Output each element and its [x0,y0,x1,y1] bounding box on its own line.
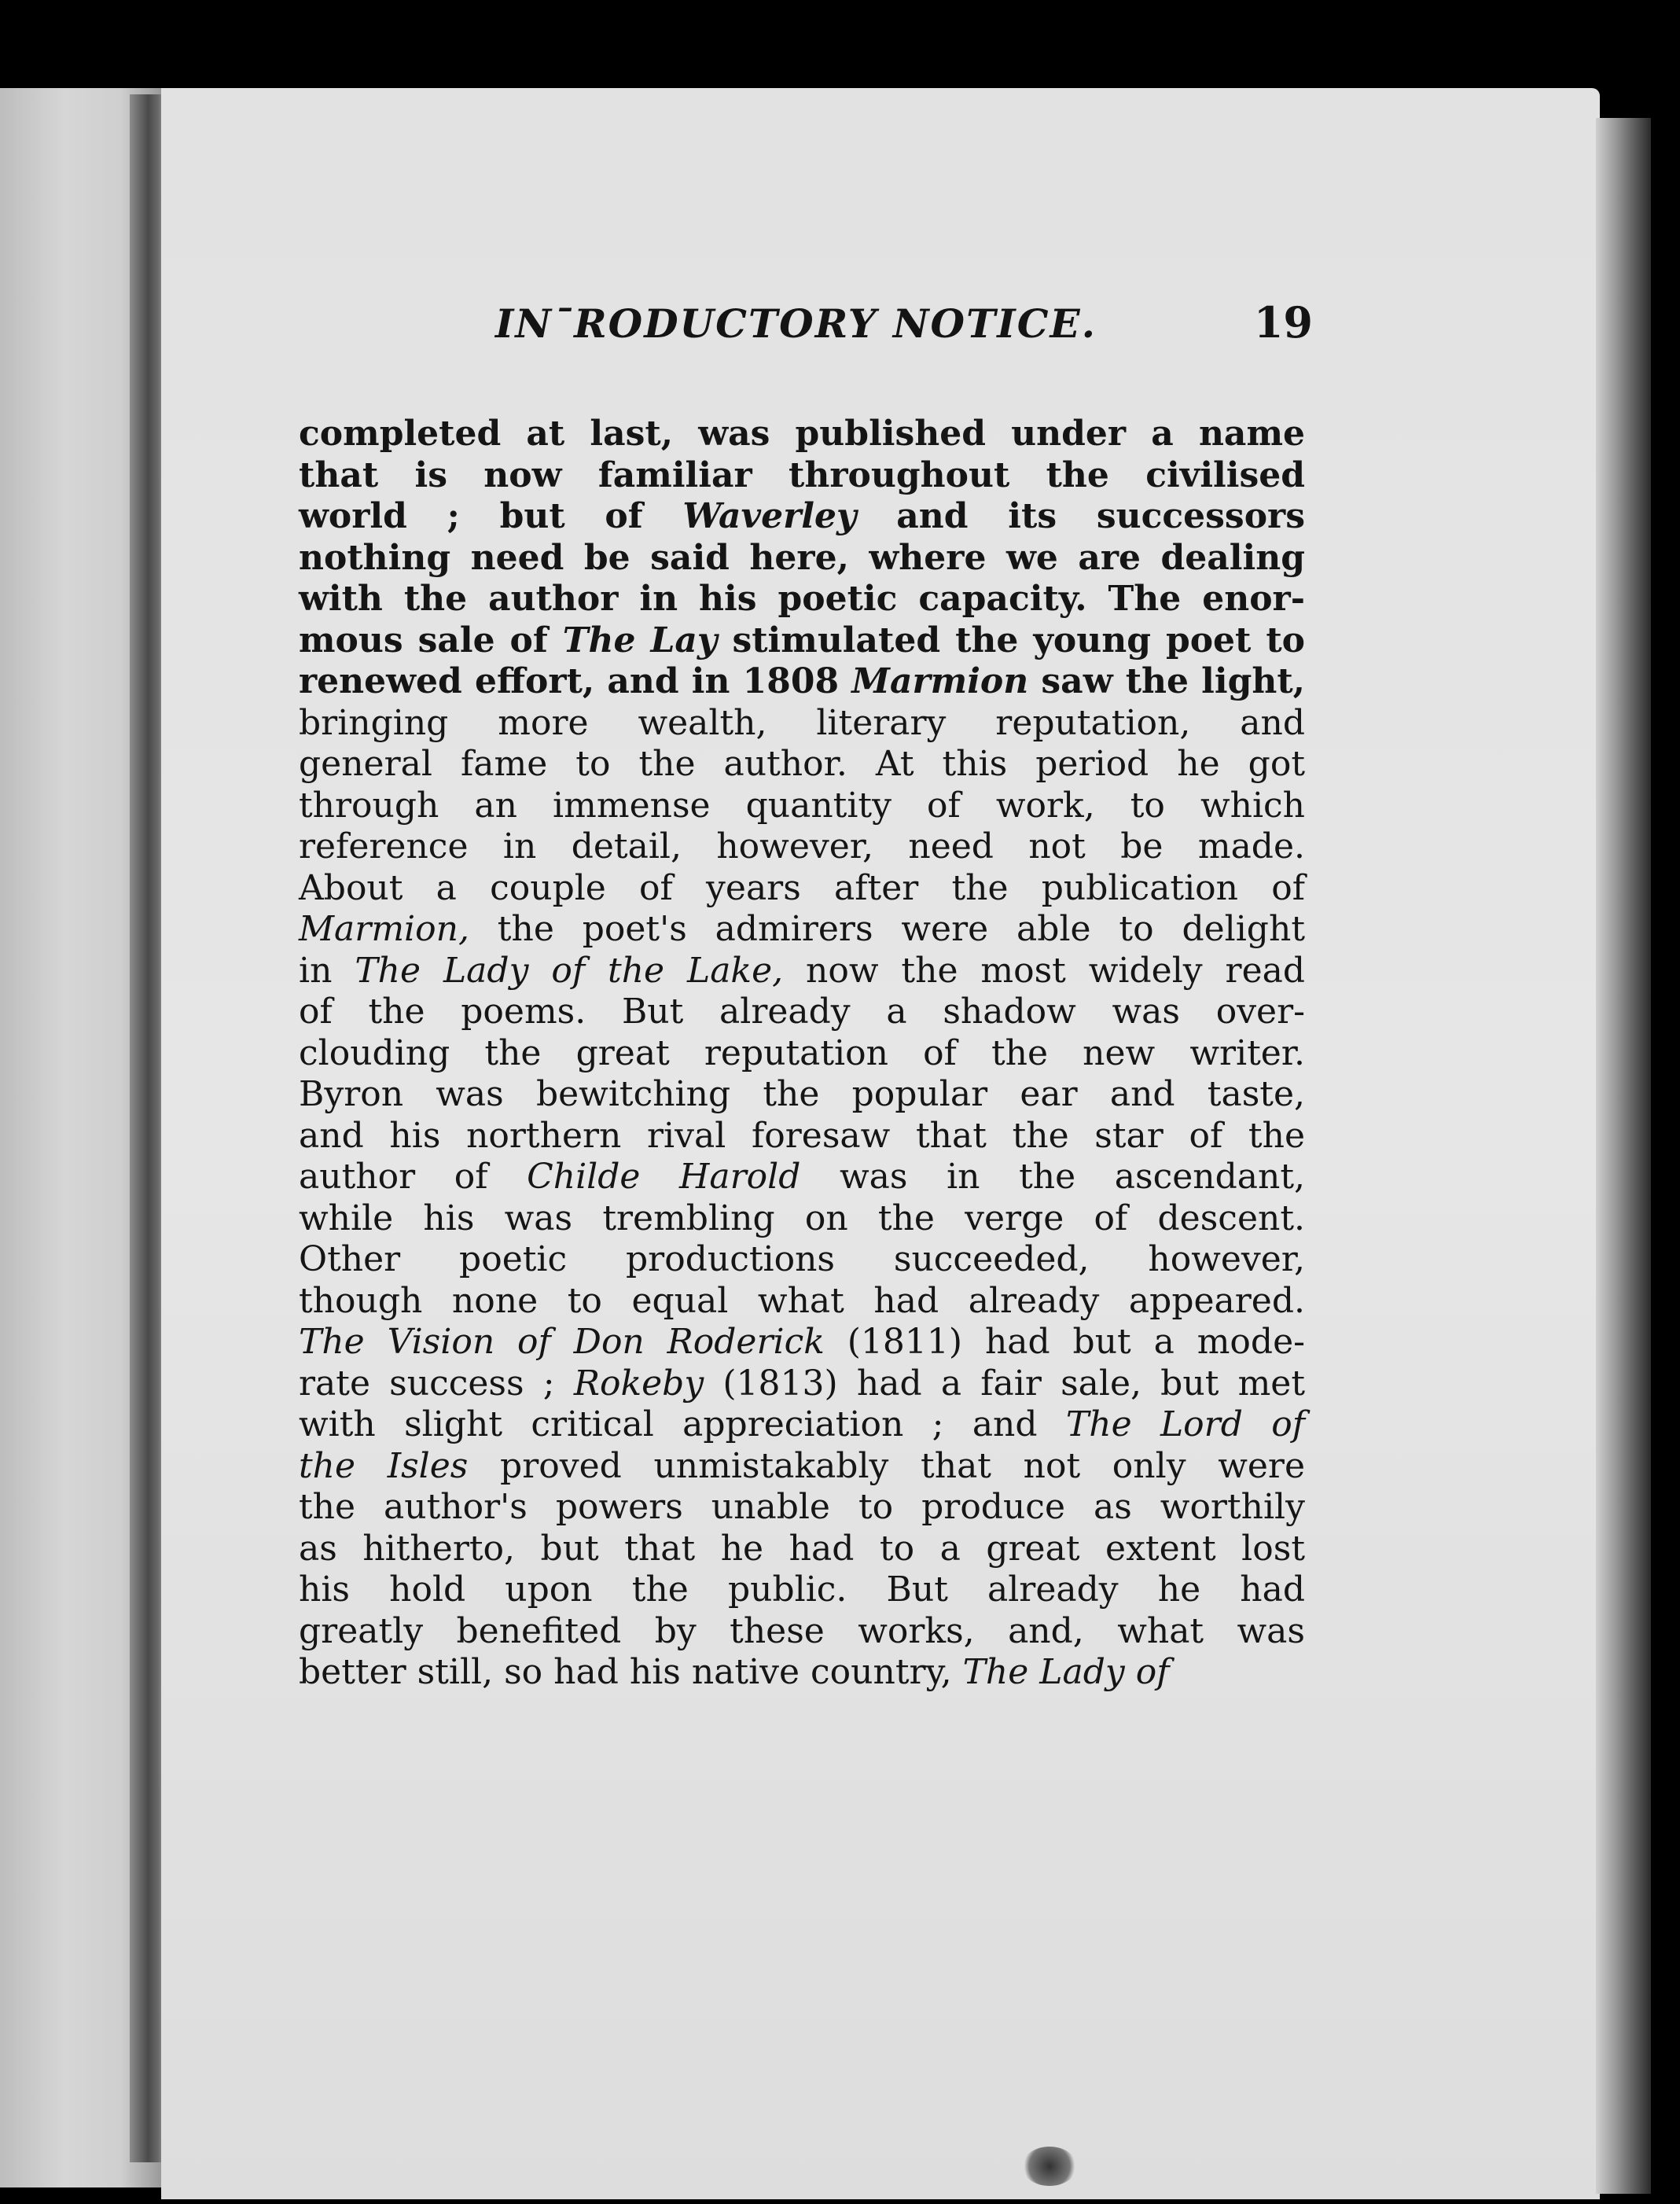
text-line: general fame to the author. At this period he got [299,744,1305,784]
text-line: the author's powers unable to produce as worthily [299,1487,1305,1527]
text-line: reference in detail, however, need not be made. [299,826,1305,867]
text-line: as hitherto, but that he had to a great extent lost [299,1528,1305,1569]
italic-title: Marmion [851,661,1029,701]
text-line: that is now familiar throughout the civilised [299,454,1305,495]
page-edge-shadow [1596,118,1651,2194]
text-line: his hold upon the public. But already he had [299,1569,1305,1610]
italic-title: Marmion, [299,909,469,949]
text-line [299,1363,1305,1405]
text-line: About a couple of years after the publication of [299,867,1305,908]
text-run: proved unmistakably that not only were [468,1445,1305,1486]
italic-title: The Lady of [962,1652,1170,1692]
text-run: with slight critical appreciation ; and [299,1404,1066,1444]
text-line [299,661,1305,703]
text-run: better still, so had his native country, [299,1652,963,1692]
text-line [299,1446,1305,1488]
italic-title: Rokeby [573,1363,704,1404]
text-run: (1811) had but a mode- [824,1322,1305,1362]
page-header [299,297,1321,348]
ink-smudge [1022,2147,1077,2186]
text-line: with the author in his poetic capacity. The enor- [299,579,1305,619]
running-head: IN¯RODUCTORY NOTICE. [495,300,1097,347]
text-line: greatly benefited by these works, and, what was [299,1610,1305,1651]
text-line: and his northern rival foresaw that the star of the [299,1115,1305,1156]
italic-title: The Lady of the Lake, [355,950,784,991]
text-line: while his was trembling on the verge of descent. [299,1198,1305,1238]
text-run: rate success ; [299,1363,574,1404]
text-line: bringing more wealth, literary reputation, and [299,702,1305,743]
text-line: Byron was bewitching the popular ear and taste, [299,1074,1305,1114]
italic-title: the Isles [299,1445,469,1486]
text-line [299,1322,1305,1363]
text-line: nothing need be said here, where we are dealing [299,537,1305,578]
text-line [299,1404,1305,1446]
text-run: in [299,950,355,991]
italic-title: The Lord of [1065,1404,1305,1444]
italic-title: The Lay [562,620,718,660]
text-line: of the poems. But already a shadow was over- [299,992,1305,1032]
text-run: renewed effort, and in 1808 [299,661,852,701]
text-line [299,620,1305,662]
text-line: clouding the great reputation of the new writer. [299,1032,1305,1073]
text-run: saw the light, [1028,661,1305,701]
text-run: the poet's admirers were able to delight [469,909,1305,949]
page-number: 19 [1253,297,1313,348]
text-run: author of [299,1157,528,1197]
text-line [299,1652,1305,1694]
text-run: was in the ascendant, [800,1157,1305,1197]
text-run: (1813) had a fair sale, but met [704,1363,1306,1404]
text-run: world ; but of [299,496,683,536]
text-line: Other poetic productions succeeded, however, [299,1239,1305,1279]
text-line: through an immense quantity of work, to which [299,785,1305,826]
italic-title: Waverley [682,496,857,536]
text-line [299,951,1305,992]
italic-title: Childe Harold [527,1157,801,1197]
body-text [299,414,1305,1694]
text-line: though none to equal what had already appeared. [299,1280,1305,1321]
italic-title: The Vision of Don Roderick [299,1322,825,1362]
text-line: completed at last, was published under a name [299,414,1305,454]
text-run: mous sale of [299,620,563,660]
text-line [299,496,1305,538]
text-line [299,909,1305,951]
text-run: stimulated the young poet to [717,620,1305,660]
text-line [299,1157,1305,1198]
text-run: now the most widely read [783,950,1306,991]
text-run: and its successors [856,496,1305,536]
